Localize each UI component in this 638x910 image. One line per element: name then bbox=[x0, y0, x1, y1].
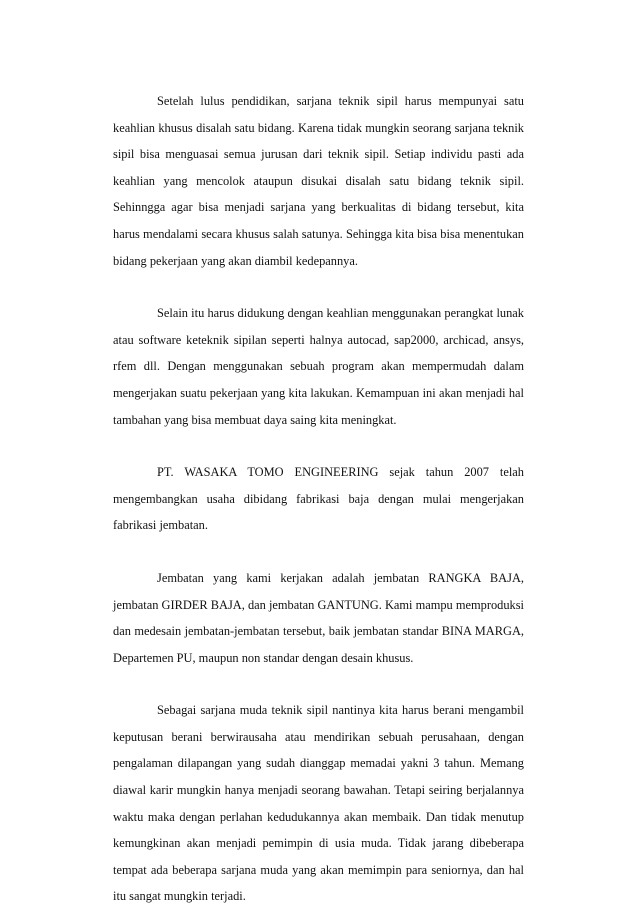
paragraph-4: Jembatan yang kami kerjakan adalah jembatan RANGKA BAJA, jembatan GIRDER BAJA, dan jembatan GANTUNG. Kami mampu memproduksi dan medesain jembatan-jembatan tersebut, baik jembatan standar BINA MARGA, Departemen PU, maupun non standar dengan desain khusus. bbox=[113, 570, 524, 665]
document-body bbox=[113, 88, 524, 910]
paragraph-1: Setelah lulus pendidikan, sarjana teknik sipil harus mempunyai satu keahlian khusus disalah satu bidang. Karena tidak mungkin seorang sarjana teknik sipil bisa menguasai semua jurusan dari teknik sipil. Setiap individu pasti ada keahlian yang mencolok ataupun disukai disalah satu bidang teknik sipil. Sehinngga agar bisa menjadi sarjana yang berkualitas di bidang tersebut, kita harus mendalami secara khusus salah satunya. Sehingga kita bisa bisa menentukan bidang pekerjaan yang akan diambil kedepannya. bbox=[113, 94, 524, 268]
paragraph-spacer bbox=[113, 274, 524, 300]
paragraph-5: Sebagai sarjana muda teknik sipil nantinya kita harus berani mengambil keputusan berani berwirausaha atau mendirikan sebuah perusahaan, dengan pengalaman dilapangan yang sudah dianggap memadai yakni 3 tahun. Memang diawal karir mungkin hanya menjadi seorang bawahan. Tetapi seiring berjalannya waktu maka dengan perlahan kedudukannya akan membaik. Dan tidak menutup kemungkinan akan menjadi pemimpin di usia muda. Tidak jarang dibeberapa tempat ada beberapa sarjana muda yang akan memimpin para seniornya, dan hal itu sangat mungkin terjadi. bbox=[113, 703, 524, 904]
paragraph-3: PT. WASAKA TOMO ENGINEERING sejak tahun 2007 telah mengembangkan usaha dibidang fabrikasi baja dengan mulai mengerjakan fabrikasi jembatan. bbox=[113, 465, 524, 533]
paragraph-2: Selain itu harus didukung dengan keahlian menggunakan perangkat lunak atau software keteknik sipilan seperti halnya autocad, sap2000, archicad, ansys, rfem dll. Dengan menggunakan sebuah program akan mempermudah dalam mengerjakan suatu pekerjaan yang kita lakukan. Kemampuan ini akan menjadi hal tambahan yang bisa membuat daya saing kita meningkat. bbox=[113, 306, 524, 427]
paragraph-spacer bbox=[113, 433, 524, 459]
paragraph-spacer bbox=[113, 539, 524, 565]
paragraph-spacer bbox=[113, 671, 524, 697]
